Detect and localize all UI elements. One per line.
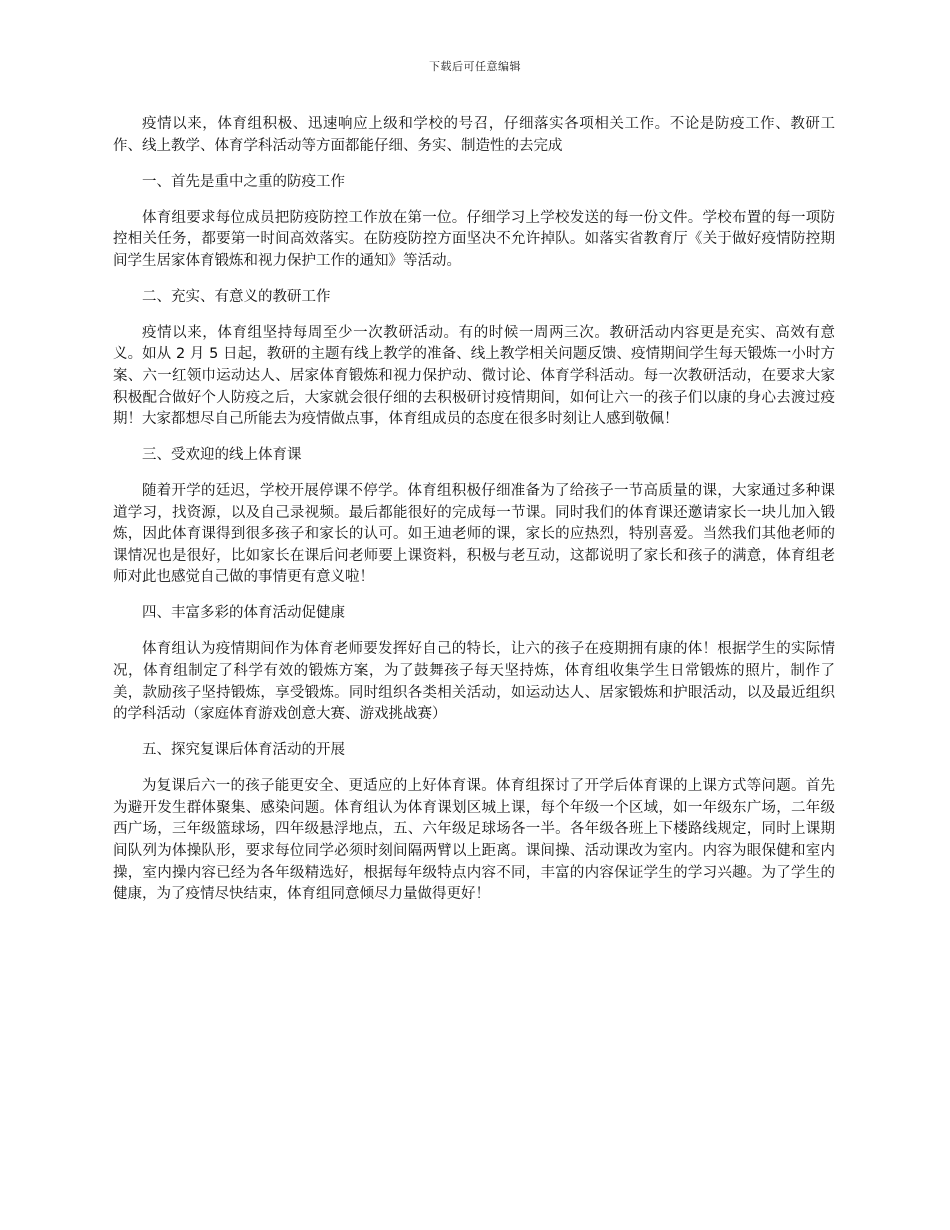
section-heading-1: 一、首先是重中之重的防疫工作 xyxy=(142,173,345,190)
section-paragraph-3: 随着开学的廷迟，学校开展停课不停学。体育组积极仔细准备为了给孩子一节高质量的课，大家通过多种课道学习，找资源，以及自己录视频。最后都能很好的完成每一节课。同时我们的体育课还邀请家长一块儿加入锻炼，因此体育课得到很多孩子和家长的认可。如王迪老师的课，家长的应热烈，特别喜爱。当然我们其他老师的课情况也是很好，比如家长在课后问老师要上课资料，积极与老互动，这都说明了家长和孩子的满意，体育组老师对此也感觉自己做的事情更有意义啦！ xyxy=(113,483,835,586)
section-paragraph-4: 体育组认为疫情期间作为体育老师要发挥好自己的特长，让六的孩子在疫期拥有康的体！根据学生的实际情况，体育组制定了科学有效的锻炼方案，为了鼓舞孩子每天坚持炼，体育组收集学生日常锻炼的照片，制作了美，款励孩子坚持锻炼，享受锻炼。同时组织各类相关活动，如运动达人、居家锻炼和护眼活动，以及最近组织的学科活动（家庭体育游戏创意大赛、游戏挑战赛） xyxy=(113,641,835,723)
section-heading-4: 四、丰富多彩的体育活动促健康 xyxy=(142,605,345,622)
section-paragraph-1: 体育组要求每位成员把防疫防控工作放在第一位。仔细学习上学校发送的每一份文件。学校布置的每一项防控相关任务，都要第一时间高效落实。在防疫防控方面坚决不允许掉队。如落实省教育厅《关于做好疫情防控期间学生居家体育锻炼和视力保护工作的通知》等活动。 xyxy=(113,209,835,269)
section-heading-3: 三、受欢迎的线上体育课 xyxy=(142,447,302,464)
section-paragraph-5: 为复课后六一的孩子能更安全、更适应的上好体育课。体育组探讨了开学后体育课的上课方式等问题。首先为避开发生群体聚集、感染问题。体育组认为体育课划区城上课，每个年级一个区域，如一年级东广场，二年级西广场，三年级篮球场，四年级悬浮地点，五、六年级足球场各一半。各年级各班上下楼路线规定，同时上课期间队列为体操队形，要求每位同学必须时刻间隔两臂以上距离。课间操、活动课改为室内。内容为眼保健和室内操，室内操内容已经为各年级精选好，根据每年级特点内容不同，丰富的内容保证学生的学习兴趣。为了学生的健康，为了疫情尽快结束，体育组同意倾尽力量做得更好！ xyxy=(113,778,835,903)
document-body xyxy=(113,114,835,920)
section-heading-2: 二、充实、有意义的教研工作 xyxy=(142,288,331,305)
intro-paragraph: 疫情以来，体育组积极、迅速响应上级和学校的号召，仔细落实各项相关工作。不论是防疫工作、教研工作、线上教学、体育学科活动等方面都能仔细、务实、制造性的去完成 xyxy=(113,116,835,154)
section-paragraph-2: 疫情以来，体育组坚持每周至少一次教研活动。有的时候一周两三次。教研活动内容更是充实、高效有意义。如从 2 月 5 日起，教研的主题有线上教学的准备、线上教学相关问题反馈、疫情期间学生每天锻炼一小时方案、六一红领巾运动达人、居家体育锻炼和视力保护动、微讨论、体育学科活动。每一次教研活动，在要求大家积极配合做好个人防疫之后，大家就会很仔细的去积极研讨疫情期间，如何让六一的孩子们以康的身心去渡过疫期！大家都想尽自己所能去为疫情做点事，体育组成员的态度在很多时刻让人感到敬佩！ xyxy=(113,324,835,428)
page-header-note: 下载后可任意编辑 xyxy=(429,60,521,73)
section-heading-5: 五、探究复课后体育活动的开展 xyxy=(142,742,345,759)
